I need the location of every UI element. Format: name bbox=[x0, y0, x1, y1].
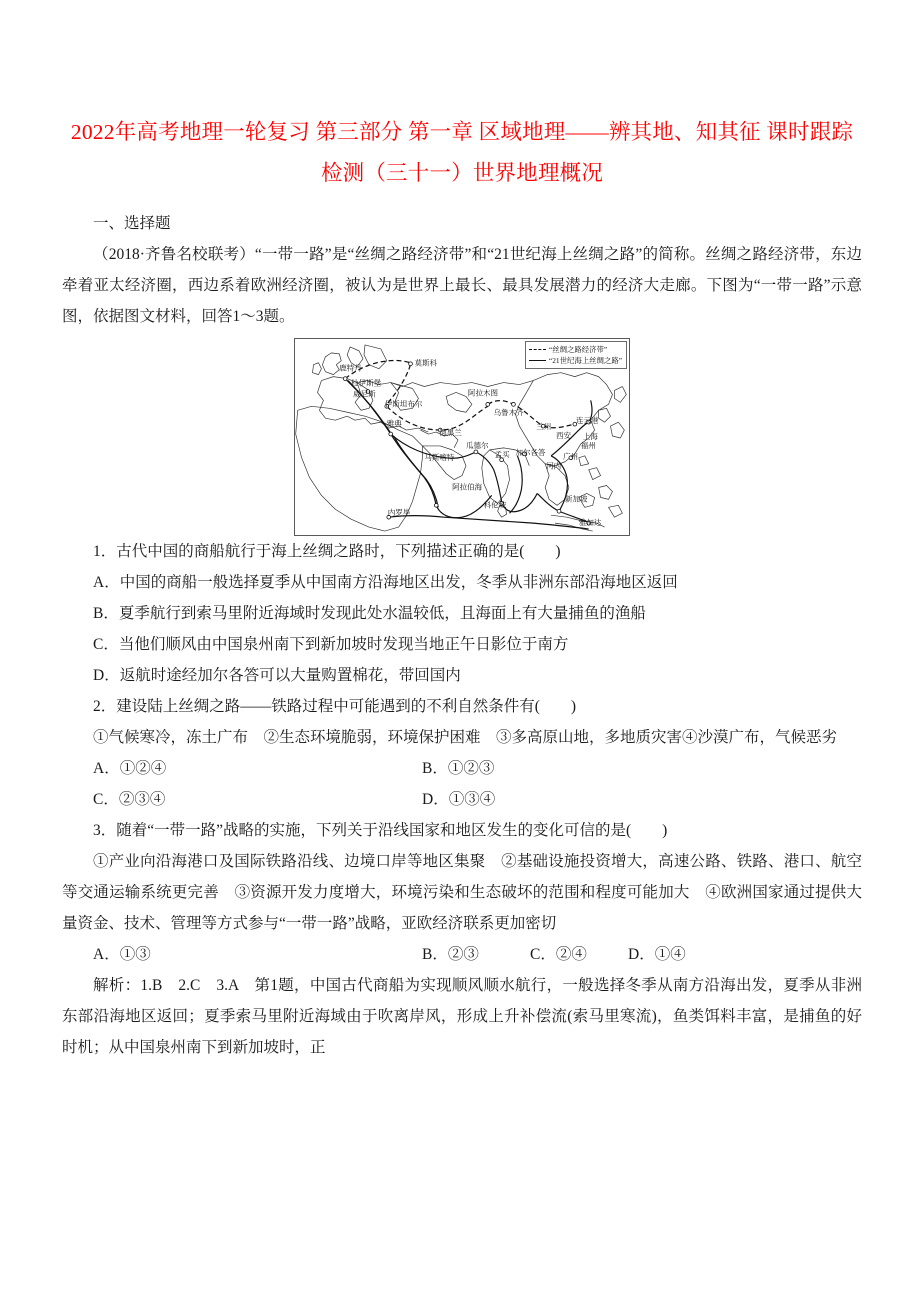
map-label: 福州 bbox=[580, 440, 596, 450]
section-label: 一、选择题 bbox=[93, 215, 171, 232]
map-label: 德黑兰 bbox=[439, 428, 462, 438]
question-2-choice-a: A．①②④ bbox=[93, 760, 167, 777]
map-label: 连云港 bbox=[575, 416, 599, 426]
question-2-choices-row-1 bbox=[62, 753, 862, 784]
question-3-statements: ①产业向沿海港口及国际铁路沿线、边境口岸等地区集聚 ②基础设施投资增大，高速公路、铁路、港口、航空等交通运输系统更完善 ③资源开发力度增大，环境污染和生态破坏的范围和程度可能加大 ④欧洲国家通过提供大量资金、技术、管理等方式参与“一带一路”战略，亚欧经济联系更加密切 bbox=[62, 853, 862, 932]
map-label: 孟买 bbox=[494, 449, 510, 459]
question-1-text: 1．古代中国的商船航行于海上丝绸之路时，下列描述正确的是( ) bbox=[93, 543, 561, 560]
page-content bbox=[62, 0, 862, 1063]
question-2-choices-row-2 bbox=[62, 784, 862, 815]
map-label: 兰州 bbox=[536, 422, 552, 432]
map-label: 威尼斯 bbox=[353, 389, 376, 399]
map-label: 西安 bbox=[556, 430, 572, 440]
map-label: 雅加达 bbox=[578, 518, 602, 528]
map-label: 阿拉木图 bbox=[467, 388, 499, 398]
question-1-option-c: C．当他们顺风由中国泉州南下到新加坡时发现当地正午日影位于南方 bbox=[93, 636, 569, 653]
question-2-choice-c: C．②③④ bbox=[93, 791, 166, 808]
question-3-choices-row bbox=[62, 939, 862, 970]
question-2-statements: ①气候寒冷，冻土广布 ②生态环境脆弱，环境保护困难 ③多高原山地，多地质灾害④沙漠广布，气候恶劣 bbox=[93, 729, 838, 746]
question-2-choice-b: B．①②③ bbox=[422, 760, 495, 777]
map-label: 加尔各答 bbox=[515, 447, 546, 457]
analysis-text: 解析：1.B 2.C 3.A 第1题，中国古代商船为实现顺风顺水航行，一般选择冬季从南方沿海出发，夏季从非洲东部沿海地区返回；夏季索马里附近海域由于吹离岸风，形成上升补偿流(索马里寒流)，鱼类饵料丰富，是捕鱼的好时机；从中国泉州南下到新加坡时，正 bbox=[62, 977, 862, 1056]
map-label: 马斯喀特 bbox=[424, 452, 455, 462]
legend-row-maritime bbox=[529, 355, 622, 366]
question-1-option-b: B．夏季航行到索马里附近海域时发现此处水温较低，且海面上有大量捕鱼的渔船 bbox=[93, 605, 646, 622]
legend-label: “丝绸之路经济带” bbox=[548, 345, 608, 354]
map-legend bbox=[525, 341, 627, 369]
map-label: 科伦坡 bbox=[483, 500, 507, 510]
question-3-choice-a: A．①③ bbox=[93, 946, 151, 963]
legend-label: “21世纪海上丝绸之路” bbox=[548, 356, 622, 365]
map-label: 上海 bbox=[582, 431, 598, 441]
dashed-line-icon bbox=[529, 349, 546, 350]
maritime-silk-road-route bbox=[345, 379, 592, 529]
belt-and-road-map bbox=[294, 338, 630, 536]
solid-line-icon bbox=[529, 360, 546, 361]
question-3-choice-d: D．①④ bbox=[628, 946, 686, 963]
map-label: 新加坡 bbox=[564, 494, 588, 504]
question-3-choice-c: C．②④ bbox=[530, 946, 587, 963]
map-label: 莫斯科 bbox=[414, 358, 438, 368]
map-label: 伊斯坦布尔 bbox=[384, 399, 423, 409]
silk-road-belt-route bbox=[345, 360, 575, 430]
question-1-option-d: D．返航时途经加尔各答可以大量购置棉花，带回国内 bbox=[93, 667, 461, 684]
map-label: 河内 bbox=[546, 461, 562, 471]
question-2-choice-d: D．①③④ bbox=[422, 791, 496, 808]
question-3-choice-b: B．②③ bbox=[422, 946, 479, 963]
map-label: 杜伊斯堡 bbox=[351, 378, 382, 388]
map-label: 阿拉伯海 bbox=[452, 482, 483, 492]
legend-row-belt bbox=[529, 344, 622, 355]
question-1-option-a: A．中国的商船一般选择夏季从中国南方沿海地区出发，冬季从非洲东部沿海地区返回 bbox=[93, 574, 678, 591]
map-label: 雅典 bbox=[386, 419, 402, 429]
map-label: 内罗毕 bbox=[387, 508, 411, 518]
question-3-text: 3．随着“一带一路”战略的实施，下列关于沿线国家和地区发生的变化可信的是( ) bbox=[93, 822, 668, 839]
figure-container bbox=[62, 338, 862, 536]
map-label: 乌鲁木齐 bbox=[493, 408, 524, 418]
question-2-text: 2．建设陆上丝绸之路——铁路过程中可能遇到的不利自然条件有( ) bbox=[93, 698, 577, 715]
question-stem: （2018·齐鲁名校联考）“一带一路”是“丝绸之路经济带”和“21世纪海上丝绸之路”的简称。丝绸之路经济带，东边牵着亚太经济圈，西边系着欧洲经济圈，被认为是世界上最长、最具发展潜力的经济大走廊。下图为“一带一路”示意图，依据图文材料，回答1～3题。 bbox=[62, 246, 862, 325]
map-label-layer bbox=[339, 358, 602, 527]
map-label: 瓜德尔 bbox=[465, 440, 489, 450]
map-label: 广州 bbox=[562, 451, 579, 461]
page-title: 2022年高考地理一轮复习 第三部分 第一章 区域地理——辨其地、知其征 课时跟踪检测（三十一）世界地理概况 bbox=[70, 120, 854, 185]
map-label: 鹿特丹 bbox=[339, 363, 362, 373]
